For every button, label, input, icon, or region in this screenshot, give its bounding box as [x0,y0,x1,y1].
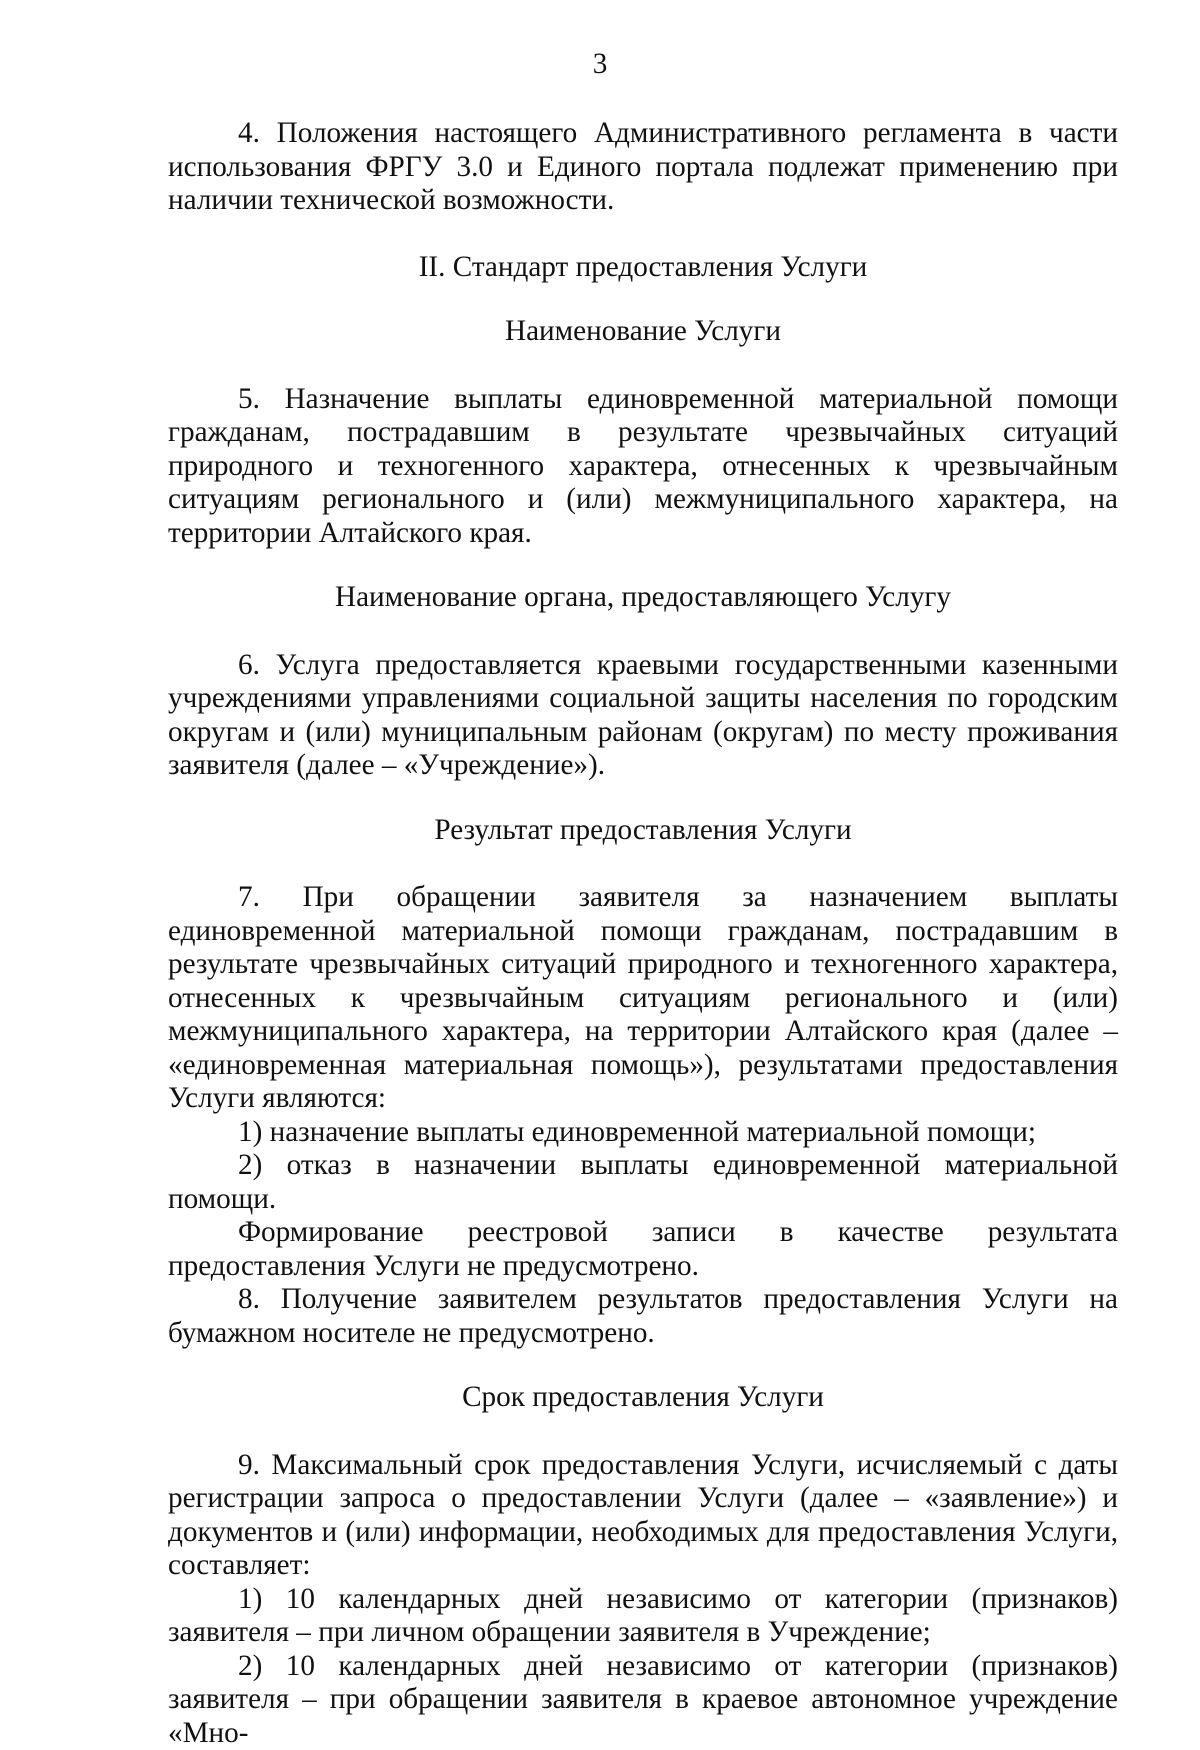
paragraph-6: 6. Услуга предоставляется краевыми государственными казенными учреждениями управлениями социальной защиты населения по городским округам и (или) муниципальным районам (округам) по месту проживания заявителя (далее – «Учреждение»). [168,649,1118,783]
paragraph-7: 7. При обращении заявителя за назначением выплаты единовременной материальной помощи гражданам, пострадавшим в результате чрезвычайных ситуаций природного и техногенного характера, отнесенных к чрезвычайным ситуациям регионального и (или) межмуниципального характера, на территории Алтайского края (далее – «единовременная материальная помощь»), результатами предоставления Услуги являются: [168,881,1118,1116]
subheading-service-name: Наименование Услуги [168,315,1118,349]
document-body [168,117,1118,1750]
paragraph-7-item-2: 2) отказ в назначении выплаты единовременной материальной помощи. [168,1149,1118,1216]
section-heading: II. Стандарт предоставления Услуги [168,251,1118,285]
subheading-result: Результат предоставления Услуги [168,814,1118,848]
paragraph-9-item-2: 2) 10 календарных дней независимо от категории (признаков) заявителя – при обращении заявителя в краевое автономное учреждение «Мно- [168,1650,1118,1750]
subheading-provider: Наименование органа, предоставляющего Услугу [168,581,1118,615]
paragraph-7-note: Формирование реестровой записи в качестве результата предоставления Услуги не предусмотрено. [168,1216,1118,1283]
subheading-term: Срок предоставления Услуги [168,1381,1118,1415]
paragraph-9: 9. Максимальный срок предоставления Услуги, исчисляемый с даты регистрации запроса о предоставлении Услуги (далее – «заявление») и документов и (или) информации, необходимых для предоставления Услуги, составляет: [168,1449,1118,1583]
paragraph-8: 8. Получение заявителем результатов предоставления Услуги на бумажном носителе не предусмотрено. [168,1283,1118,1350]
paragraph-9-item-1: 1) 10 календарных дней независимо от категории (признаков) заявителя – при личном обращении заявителя в Учреждение; [168,1583,1118,1650]
page-number: 3 [0,48,1200,82]
paragraph-5: 5. Назначение выплаты единовременной материальной помощи гражданам, пострадавшим в результате чрезвычайных ситуаций природного и техногенного характера, отнесенных к чрезвычайным ситуациям регионального и (или) межмуниципального характера, на территории Алтайского края. [168,383,1118,551]
paragraph-7-item-1: 1) назначение выплаты единовременной материальной помощи; [168,1116,1118,1150]
paragraph-4: 4. Положения настоящего Административного регламента в части использования ФРГУ 3.0 и Единого портала подлежат применению при наличии технической возможности. [168,117,1118,218]
